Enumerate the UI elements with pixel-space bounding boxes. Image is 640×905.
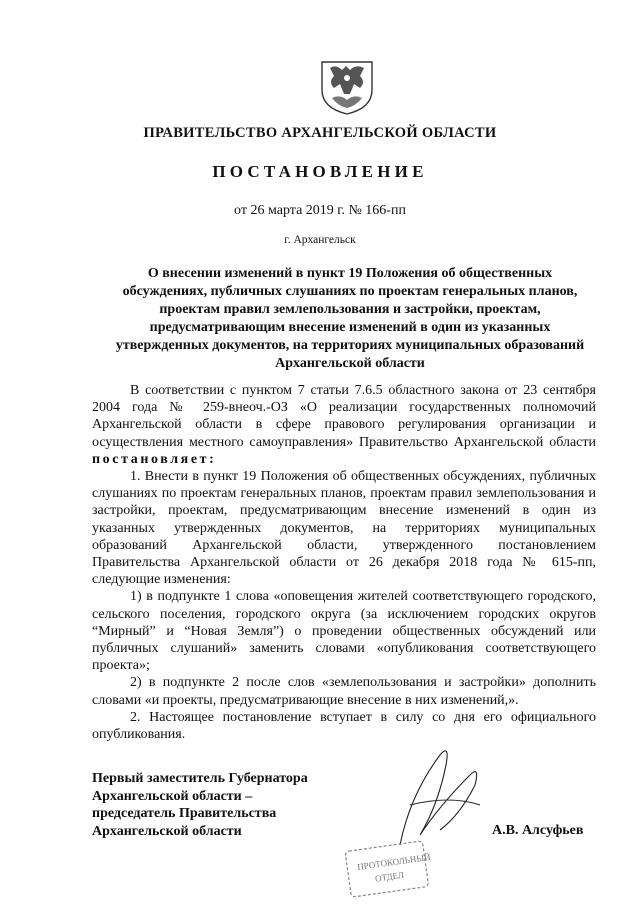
preamble-paragraph [92,382,596,468]
coat-of-arms-emblem [316,58,378,116]
subitem-1: 1) в подпункте 1 слова «оповещения жителей соответствующего городского, сельского поселения, городского округа (за исключением городских округов “Мирный” и “Новая Земля”) о проведении общественных обсуждений или публичных слушаний» заменить словами «опубликования соответствующего проекта»; [92,589,596,674]
signatory-name: А.В. Алсуфьев [492,823,584,838]
position-line: Архангельской области [92,823,242,839]
svg-text:ПРОТОКОЛЬНЫЙ: ПРОТОКОЛЬНЫЙ [356,851,432,873]
item-1: 1. Внести в пункт 19 Положения об общественных обсуждениях, публичных слушаниях по проектам генеральных планов, проектам правил землепользования и застройки, проектам, предусматривающим внесение изменений в один из указанных утвержденных документов, на территориях муниципальных образований Архангельской области, утвержденного постановлением Правительства Архангельской области от 26 декабря 2018 года № 615-пп, следующие изменения: [92,469,596,588]
city: г. Архангельск [284,234,356,246]
protocol-department-stamp [340,840,435,900]
date-and-number: от 26 марта 2019 г. № 166-пп [234,203,406,218]
document-type: ПОСТАНОВЛЕНИЕ [212,162,428,181]
item-2: 2. Настоящее постановление вступает в силу со дня его официального опубликования. [92,709,596,743]
decides-word: постановляет: [92,451,217,467]
position-line: Первый заместитель Губернатора [92,771,308,786]
signatory-position [92,770,308,840]
position-line: Архангельской области – [92,788,253,804]
position-line: председатель Правительства [92,806,277,821]
document-title: О внесении изменений в пункт 19 Положения об общественных обсуждениях, публичных слушаниях по проектам генеральных планов, проектам правил землепользования и застройки, проектам, предусматривающим внесение изменений в один из указанных утвержденных документов, на территориях муниципальных образований Архангельской области [115,266,585,371]
preamble-text: В соответствии с пунктом 7 статьи 7.6.5 областного закона от 23 сентября 2004 года № 259-внеоч.-ОЗ «О реализации государственных полномочий Архангельской области в сфере правового регулирования организации и осуществления местного самоуправления» Правительство Архангельской области [92,383,596,450]
document-body [92,382,596,743]
government-name: ПРАВИТЕЛЬСТВО АРХАНГЕЛЬСКОЙ ОБЛАСТИ [143,125,497,141]
svg-text:ОТДЕЛ: ОТДЕЛ [374,869,405,884]
subitem-2: 2) в подпункте 2 после слов «землепользования и застройки» дополнить словами «и проекты, предусматривающие внесение в них изменений,». [92,675,596,708]
